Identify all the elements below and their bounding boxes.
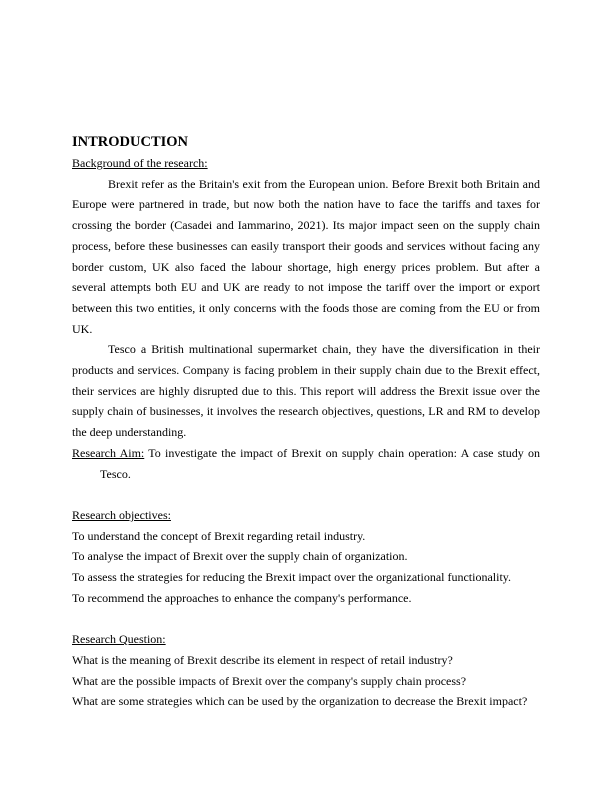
research-aim <box>72 443 540 484</box>
question-item: What is the meaning of Brexit describe its element in respect of retail industry? <box>72 652 453 667</box>
background-paragraph-2: Tesco a British multinational supermarket chain, they have the diversification in their products and services. Company is facing problem in their supply chain due to the Brexit effect, their services are highly disrupted due to this. This report will address the Brexit issue over the supply chain of businesses, it involves the research objectives, questions, LR and RM to develop the deep understanding. <box>72 342 540 440</box>
objective-item: To understand the concept of Brexit regarding retail industry. <box>72 528 366 543</box>
objective-item: To assess the strategies for reducing the Brexit impact over the organizational functionality. <box>72 570 512 585</box>
objectives-title: Research objectives: <box>72 507 171 522</box>
background-paragraph-1: Brexit refer as the Britain's exit from the European union. Before Brexit both Britain and Europe were partnered in trade, but now both the nation have to face the tariffs and taxes for crossing the border (Casadei and Iammarino, 2021). Its major impact seen on the supply chain process, before these businesses can easily transport their goods and services without facing any border custom, UK also faced the labour shortage, high energy prices problem. But after a several attempts both EU and UK are ready to not impose the tariff over the import or export between this two entities, it only concerns with the foods those are coming from the EU or from UK. <box>72 176 540 336</box>
document-body <box>72 132 540 712</box>
objective-item: To analyse the impact of Brexit over the supply chain of organization. <box>72 549 408 564</box>
question-item: What are some strategies which can be used by the organization to decrease the Brexit impact? <box>72 694 528 709</box>
section-heading: INTRODUCTION <box>72 134 189 150</box>
background-title: Background of the research: <box>72 156 208 170</box>
spacer <box>72 484 540 505</box>
question-item: What are the possible impacts of Brexit over the company's supply chain process? <box>72 673 467 688</box>
research-aim-label: Research Aim: <box>72 445 145 460</box>
spacer <box>72 608 540 629</box>
questions-title: Research Question: <box>72 632 166 647</box>
objective-item: To recommend the approaches to enhance the company's performance. <box>72 590 412 605</box>
research-aim-text: To investigate the impact of Brexit on supply chain operation: A case study on Tesco. <box>100 445 541 481</box>
